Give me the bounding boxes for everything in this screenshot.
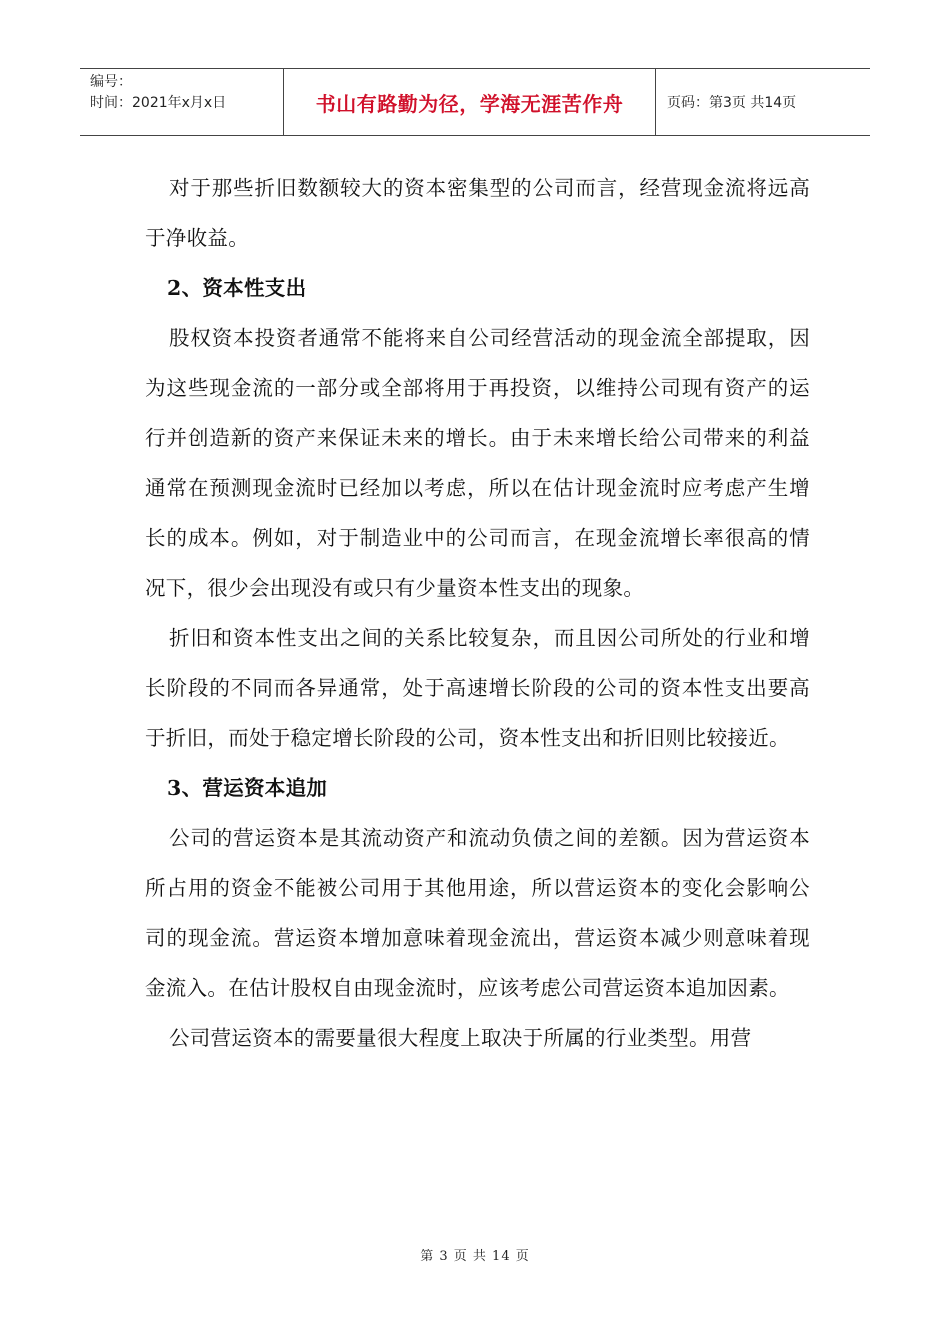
paragraph-working-capital: 公司的营运资本是其流动资产和流动负债之间的差额。因为营运资本所占用的资金不能被公司用于其他用途，所以营运资本的变化会影响公司的现金流。营运资本增加意味着现金流出，营运资本减少则意味着现金流入。在估计股权自由现金流时，应该考虑公司营运资本追加因素。 bbox=[145, 826, 810, 1000]
header-page-info: 页码：第3页 共14页 bbox=[667, 95, 797, 111]
section-heading-capex: 2、资本性支出 bbox=[167, 276, 307, 300]
paragraph-capital-intensive: 对于那些折旧数额较大的资本密集型的公司而言，经营现金流将远高于净收益。 bbox=[145, 176, 810, 250]
header-meta-cell bbox=[80, 69, 283, 135]
paragraph-working-capital-industry: 公司营运资本的需要量很大程度上取决于所属的行业类型。用营 bbox=[169, 1026, 752, 1050]
page-footer: 第 3 页 共 14 页 bbox=[420, 1249, 530, 1264]
document-date-label: 时间：2021年x月x日 bbox=[90, 95, 227, 111]
header-table bbox=[80, 68, 870, 136]
header-motto: 书山有路勤为径，学海无涯苦作舟 bbox=[283, 69, 656, 135]
paragraph-depreciation-capex: 折旧和资本性支出之间的关系比较复杂，而且因公司所处的行业和增长阶段的不同而各异通常，处于高速增长阶段的公司的资本性支出要高于折旧，而处于稳定增长阶段的公司，资本性支出和折旧则比较接近。 bbox=[145, 626, 810, 750]
document-number-label: 编号： bbox=[90, 74, 132, 90]
section-heading-working-capital: 3、营运资本追加 bbox=[167, 776, 328, 800]
document-body bbox=[145, 163, 810, 1063]
paragraph-capex-reinvestment: 股权资本投资者通常不能将来自公司经营活动的现金流全部提取，因为这些现金流的一部分或全部将用于再投资，以维持公司现有资产的运行并创造新的资产来保证未来的增长。由于未来增长给公司带来的利益通常在预测现金流时已经加以考虑，所以在估计现金流时应考虑产生增长的成本。例如，对于制造业中的公司而言，在现金流增长率很高的情况下，很少会出现没有或只有少量资本性支出的现象。 bbox=[145, 326, 810, 600]
